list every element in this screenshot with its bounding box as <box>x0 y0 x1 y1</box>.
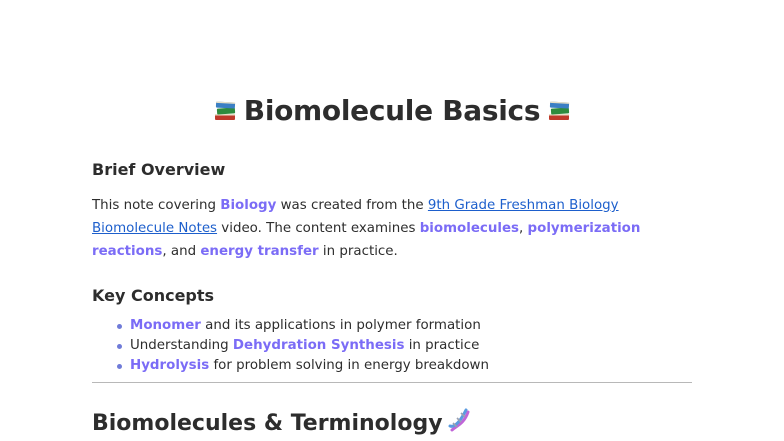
text-run: and its applications in polymer formation <box>200 318 481 333</box>
dna-icon <box>447 408 473 440</box>
books-icon <box>212 97 238 130</box>
horizontal-divider <box>92 382 692 383</box>
text-run: for problem solving in energy breakdown <box>209 358 489 373</box>
text-run: , <box>519 221 528 236</box>
section-heading-text: Biomolecules & Terminology <box>92 411 443 436</box>
term-energy-transfer: energy transfer <box>200 244 319 259</box>
section-heading <box>92 408 473 440</box>
page-title <box>92 94 692 130</box>
concept-term: Dehydration Synthesis <box>232 338 405 353</box>
list-item <box>130 356 489 376</box>
overview-paragraph <box>92 194 652 263</box>
text-run: in practice <box>404 338 480 353</box>
text-run: Understanding <box>130 338 233 353</box>
text-run: was created from the <box>276 198 428 213</box>
books-icon <box>546 97 572 130</box>
text-run: , and <box>162 244 201 259</box>
list-item <box>130 336 489 356</box>
video-link[interactable]: 9th Grade Freshman Biology Biomolecule Notes <box>92 198 619 236</box>
term-biomolecules: biomolecules <box>419 221 520 236</box>
concept-term: Hydrolysis <box>130 358 210 373</box>
text-run: video. The content examines <box>217 221 420 236</box>
key-concepts-list <box>92 316 489 376</box>
list-item <box>130 316 489 336</box>
subject-highlight: Biology <box>220 198 277 213</box>
text-run: in practice. <box>318 244 398 259</box>
page-title-text: Biomolecule Basics <box>243 94 541 127</box>
concept-term: Monomer <box>130 318 201 333</box>
text-run: This note covering <box>92 198 221 213</box>
key-concepts-heading: Key Concepts <box>92 286 215 305</box>
overview-heading: Brief Overview <box>92 160 226 179</box>
term-polymerization: polymerization reactions <box>92 221 641 259</box>
